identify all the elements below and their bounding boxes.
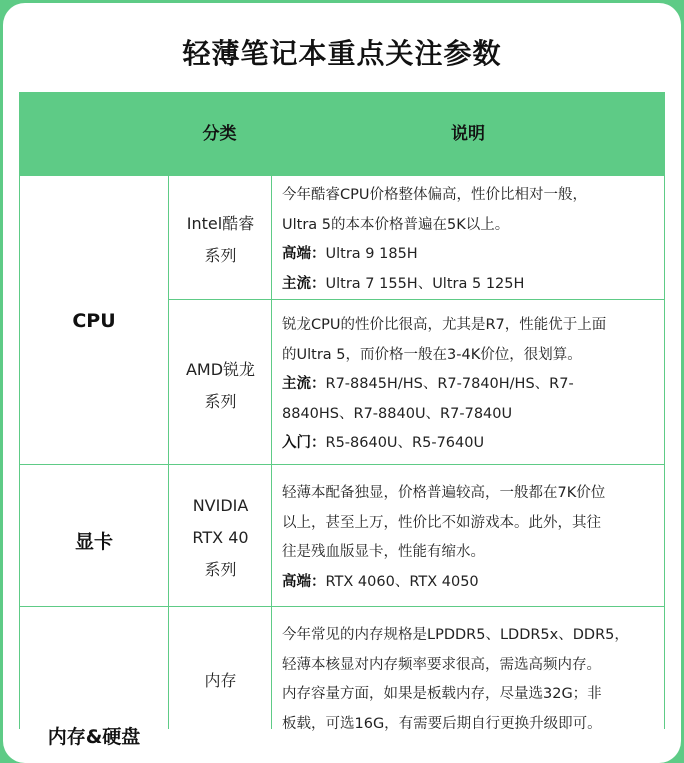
desc-line: 入门：R5-8640U、R5-7640U bbox=[282, 435, 485, 451]
desc-line: Ultra 5的本本价格普遍在5K以上。 bbox=[282, 216, 510, 233]
sub-label-line: 系列 bbox=[204, 560, 237, 579]
table-header bbox=[19, 92, 665, 176]
sub-label-intel bbox=[169, 208, 272, 272]
desc-line: 今年酷睿CPU价格整体偏高，性价比相对一般， bbox=[282, 187, 587, 203]
sub-label-line: 系列 bbox=[204, 246, 237, 265]
desc-line: 高端：RTX 4060、RTX 4050 bbox=[282, 573, 479, 590]
sub-label-memory bbox=[169, 665, 272, 697]
desc-line: 板载，可选16G，有需要后期自行更换升级即可。 bbox=[282, 715, 602, 732]
desc-line: 锐龙CPU的性价比很高，尤其是R7，性能优于上面 bbox=[282, 317, 607, 333]
page-title: 轻薄笔记本重点关注参数 bbox=[182, 37, 502, 70]
desc-line: 今年常见的内存规格是LPDDR5、LDDR5x、DDR5， bbox=[282, 627, 629, 643]
sub-label-line: 内存 bbox=[204, 671, 237, 690]
sub-label-line: NVIDIA bbox=[192, 496, 249, 515]
group-label-gpu: 显卡 bbox=[74, 531, 113, 553]
desc-line: 的Ultra 5，而价格一般在3-4K价位，很划算。 bbox=[282, 346, 582, 363]
desc-amd bbox=[282, 311, 660, 459]
row-divider bbox=[169, 299, 664, 300]
desc-line: 8840HS、R7-8840U、R7-7840U bbox=[282, 405, 513, 422]
group-label-memory-storage: 内存&硬盘 bbox=[47, 726, 141, 748]
row-divider bbox=[20, 464, 664, 465]
sub-label-line: RTX 40 bbox=[192, 528, 249, 547]
row-divider bbox=[20, 606, 664, 607]
desc-line: 轻薄本核显对内存频率要求很高，需选高频内存。 bbox=[282, 656, 601, 673]
desc-line: 主流：Ultra 7 155H、Ultra 5 125H bbox=[282, 275, 525, 292]
desc-line: 往是残血版显卡，性能有缩水。 bbox=[282, 544, 485, 560]
sub-label-nvidia bbox=[169, 490, 272, 586]
desc-nvidia bbox=[282, 479, 660, 597]
params-table bbox=[19, 176, 665, 748]
sub-label-line: 系列 bbox=[204, 392, 237, 411]
sub-label-amd bbox=[169, 354, 272, 418]
header-category: 分类 bbox=[202, 124, 237, 144]
sub-label-line: Intel酷睿 bbox=[186, 214, 255, 233]
header-description: 说明 bbox=[451, 124, 485, 144]
desc-intel bbox=[282, 181, 660, 299]
desc-line: 主流：R7-8845H/HS、R7-7840H/HS、R7- bbox=[282, 376, 574, 392]
desc-line: 内存容量方面，如果是板载内存，尽量选32G；非 bbox=[282, 686, 602, 702]
group-label-cpu: CPU bbox=[72, 310, 116, 332]
desc-line: 轻薄本配备独显，价格普遍较高，一般都在7K价位 bbox=[282, 485, 606, 501]
desc-line: 以上，甚至上万，性价比不如游戏本。此外，其往 bbox=[282, 514, 601, 531]
sub-label-line: AMD锐龙 bbox=[185, 360, 256, 379]
desc-memory bbox=[282, 621, 660, 739]
desc-line: 高端：Ultra 9 185H bbox=[282, 246, 418, 262]
